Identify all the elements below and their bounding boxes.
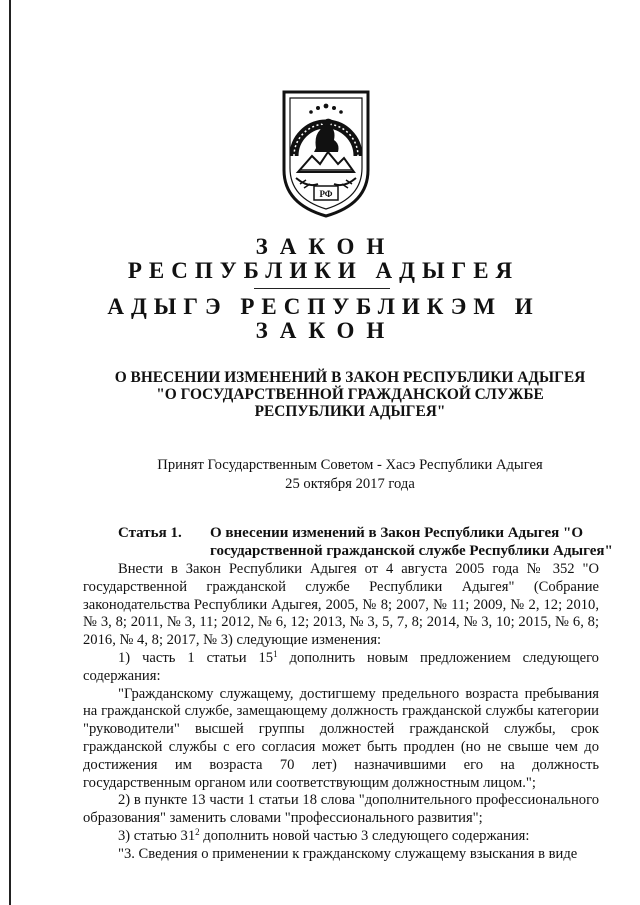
article-number: Статья 1. — [118, 525, 182, 541]
title-republic: РЕСПУБЛИКИ АДЫГЕЯ — [127, 258, 520, 283]
amendment-item-3 — [83, 828, 599, 846]
title-divider — [254, 288, 390, 289]
item-text: 3) статью 31 — [118, 827, 196, 844]
amendment-quote-1: "Гражданскому служащему, достигшему предельного возраста пребывания на гражданской службе, замещающему должность гражданской службы категории "руководители" высшей группы должностей гражданской службы, срок гражданской службы с его согласия может быть продлен (но не свыше чем до достижения им возраста 70 лет) назначившими его на должность государственным органом или соответствующим должностным лицом."; — [83, 685, 599, 791]
page-left-edge — [9, 0, 11, 905]
law-subject-line: "О ГОСУДАРСТВЕННОЙ ГРАЖДАНСКОЙ СЛУЖБЕ — [156, 386, 544, 403]
superscript: 1 — [273, 648, 278, 659]
adoption-note — [60, 456, 640, 494]
article-body — [83, 561, 599, 864]
emblem-rf-text: РФ — [319, 189, 333, 199]
item-text: 1) часть 1 статьи 15 — [118, 649, 274, 666]
article-title: О внесении изменений в Закон Республики Адыгея "О государственной гражданской службе Республики Адыгея" — [210, 525, 613, 559]
item-text: дополнить новым предложением следующего содержания: — [83, 649, 599, 684]
body-intro: Внести в Закон Республики Адыгея от 4 августа 2005 года № 352 "О государственной гражданской службе Республики Адыгея" (Собрание законодательства Республики Адыгея, 2005, № 8; 2007, № 11; 2009, № 2, 12; 2010, № 3, 8; 2011, № 3, 11; 2012, № 6, 12; 2013, № 3, 5, 7, 8; 2014, № 3, 10; 2015, № 6, 8; 2016, № 4, 8; 2017, № 3) следующие изменения: — [83, 561, 599, 649]
item-text: дополнить новой частью 3 следующего содержания: — [199, 827, 530, 844]
law-subject — [60, 369, 640, 420]
law-subject-line: РЕСПУБЛИКИ АДЫГЕЯ" — [254, 403, 446, 420]
title-adyghe-zakon: ЗАКОН — [255, 318, 397, 343]
title-zakon: ЗАКОН — [255, 234, 397, 259]
title-adyghe-republic: АДЫГЭ РЕСПУБЛИКЭМ И — [107, 294, 540, 319]
amendment-item-2: 2) в пункте 13 части 1 статьи 18 слова "дополнительного профессионального образования" заменить словами "профессионального развития"; — [83, 792, 599, 827]
amendment-item-1 — [83, 650, 599, 686]
coat-of-arms-emblem — [278, 86, 374, 220]
adoption-body: Принят Государственным Советом - Хасэ Республики Адыгея — [157, 457, 543, 473]
superscript: 2 — [195, 826, 200, 837]
law-subject-line: О ВНЕСЕНИИ ИЗМЕНЕНИЙ В ЗАКОН РЕСПУБЛИКИ АДЫГЕЯ — [114, 369, 586, 386]
amendment-quote-2: "3. Сведения о применении к гражданскому служащему взыскания в виде — [118, 845, 578, 862]
adoption-date: 25 октября 2017 года — [285, 476, 415, 492]
